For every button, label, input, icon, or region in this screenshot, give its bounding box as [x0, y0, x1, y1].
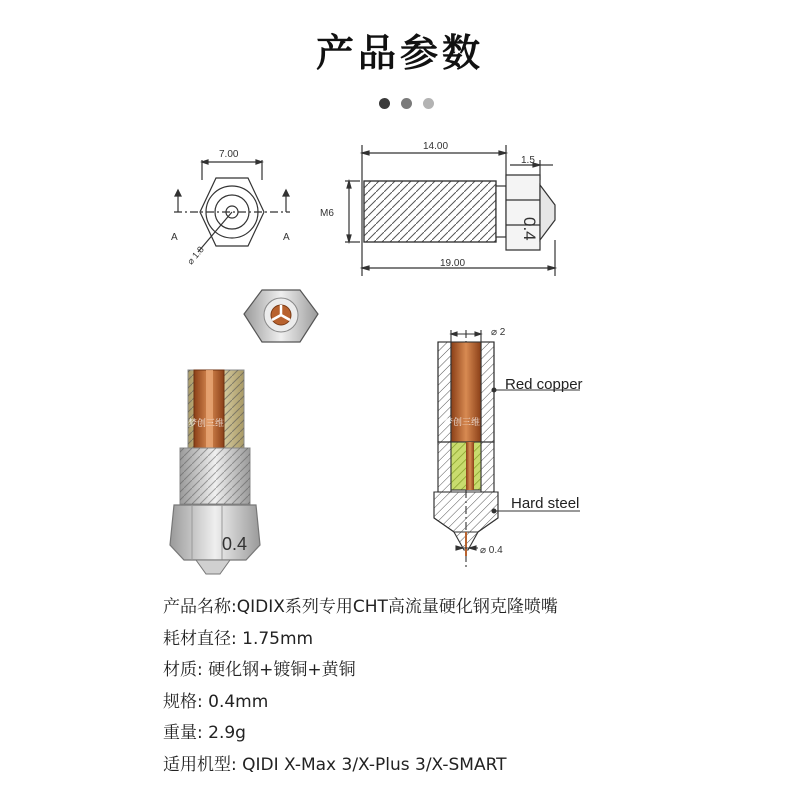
- label-red-copper: Red copper: [505, 376, 583, 393]
- dim-thread-size: M6: [320, 208, 334, 219]
- dim-section-label-right: A: [283, 232, 290, 243]
- watermark-left: 梦创三维: [188, 418, 225, 428]
- label-hard-steel: Hard steel: [511, 495, 580, 512]
- dim-total-length: 19.00: [440, 258, 466, 269]
- spec-filament-diameter: 耗材直径: 1.75mm: [163, 628, 314, 649]
- pagination-dot-3: [423, 98, 434, 109]
- dim-thread-length: 14.00: [423, 141, 449, 152]
- pagination-dots: [379, 98, 439, 110]
- watermark-right: 梦创三维: [444, 417, 481, 427]
- pagination-dot-2: [401, 98, 412, 109]
- nozzle-cross-section: [434, 330, 580, 567]
- spec-product-name: 产品名称:QIDIX系列专用CHT高流量硬化钢克隆喷嘴: [163, 597, 558, 617]
- spec-list: [163, 592, 783, 781]
- spec-size: 规格: 0.4mm: [163, 691, 269, 712]
- dim-hex-width: 7.00: [219, 149, 239, 160]
- hex-marking-render: 0.4: [222, 534, 248, 554]
- spec-material: 材质: 硬化钢+镀铜+黄铜: [163, 660, 356, 680]
- dim-section-label-left: A: [171, 232, 178, 243]
- hex-end-view: [174, 160, 290, 252]
- dim-inner-diameter: ⌀ 2: [491, 327, 506, 338]
- page-title: 产品参数: [315, 31, 484, 75]
- spec-weight: 重量: 2.9g: [163, 723, 246, 743]
- dim-tip-length: 1.5: [521, 155, 535, 166]
- dim-bore: ⌀ 1.8: [185, 244, 206, 267]
- dim-orifice: ⌀ 0.4: [480, 545, 503, 556]
- spec-compatible-models: 适用机型: QIDI X-Max 3/X-Plus 3/X-SMART: [163, 754, 507, 775]
- hex-marking-side: 0.4: [520, 217, 539, 241]
- pagination-dot-1: [379, 98, 390, 109]
- nozzle-technical-drawing: [0, 130, 800, 580]
- hex-top-view: [244, 290, 318, 342]
